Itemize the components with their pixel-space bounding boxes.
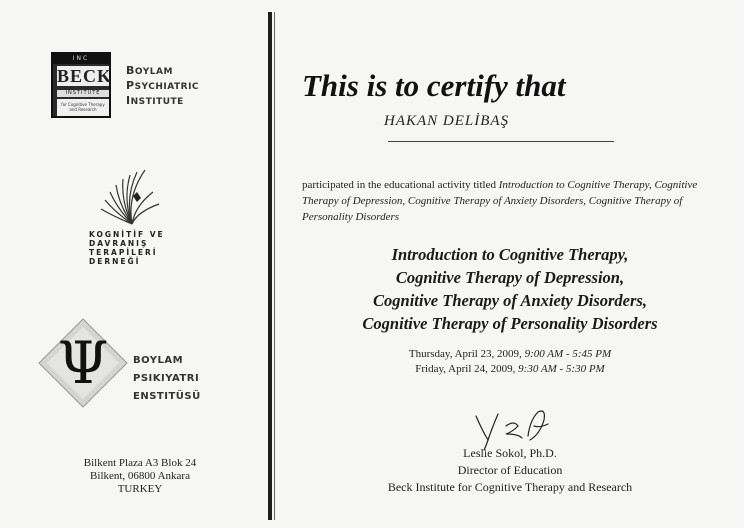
address-line: TURKEY: [117, 483, 163, 495]
course-title: Introduction to Cognitive Therapy,: [391, 245, 629, 264]
kognitif-line: TERAPİLERİ: [89, 248, 158, 257]
boylam-psikiyatri-line: ENSTITÜSÜ: [133, 391, 201, 402]
beck-institute-logo: [51, 52, 111, 118]
signer-block: [300, 445, 720, 496]
course-title: Cognitive Therapy of Anxiety Disorders,: [373, 291, 647, 310]
psi-symbol: Ψ: [57, 329, 109, 397]
course-title: Cognitive Therapy of Personality Disorders: [362, 314, 658, 333]
institute-address: [60, 457, 220, 496]
recipient-name: HAKAN DELİBAŞ: [384, 113, 510, 129]
boylam-psychiatric-line: INSTITUTE: [126, 94, 184, 107]
participation-statement: [302, 177, 722, 225]
session-time: 9:30 AM - 5:30 PM: [518, 363, 605, 375]
signer-title: Director of Education: [457, 463, 563, 477]
recipient-underline: [388, 141, 614, 142]
address-line: Bilkent Plaza A3 Blok 24: [83, 457, 197, 469]
signer-organization: Beck Institute for Cognitive Therapy and Research: [387, 480, 633, 494]
vertical-divider-thin: [274, 12, 275, 520]
beck-logo-bar: INSTITUTE: [57, 90, 109, 97]
beck-logo-top: INC: [53, 54, 109, 64]
boylam-psi-logo: [37, 317, 129, 409]
boylam-psychiatric-line: BOYLAM: [126, 64, 173, 77]
course-list: [300, 243, 720, 335]
session-date: [300, 347, 720, 362]
kognitif-line: DAVRANIŞ: [89, 239, 149, 248]
kognitif-association-logo: [97, 166, 167, 226]
certificate-heading: This is to certify that: [302, 68, 566, 103]
kognitif-association-name: [89, 230, 165, 266]
beck-logo-word: BECK: [57, 66, 113, 86]
session-date: [300, 362, 720, 377]
signer-name: Leslie Sokol, Ph.D.: [463, 446, 557, 460]
session-day: Thursday, April 23, 2009,: [408, 348, 525, 360]
participation-prefix: participated in the educational activity titled: [302, 179, 499, 191]
session-day: Friday, April 24, 2009,: [415, 363, 519, 375]
kognitif-line: KOGNİTİF VE: [89, 230, 165, 239]
boylam-psikiyatri-line: BOYLAM: [133, 355, 184, 366]
session-dates: [300, 347, 720, 377]
session-time: 9:00 AM - 5:45 PM: [524, 348, 612, 360]
vertical-divider: [268, 12, 272, 520]
boylam-psychiatric-line: PSYCHIATRIC: [126, 79, 200, 92]
beck-logo-subtitle: for Cognitive Therapy and Research: [57, 99, 109, 116]
course-title: Cognitive Therapy of Depression,: [395, 268, 625, 287]
participation-titles: Introduction to Cognitive Therapy, Cognitive Therapy of Depression, Cognitive Therapy of Anxiety Disorders, Cognitive Therapy of Personality Disorders: [302, 179, 698, 223]
boylam-psikiyatri-line: PSIKIYATRI: [133, 373, 200, 384]
boylam-psychiatric-institute-name: [126, 64, 199, 109]
boylam-psikiyatri-name: [133, 352, 201, 406]
address-line: Bilkent, 06800 Ankara: [90, 470, 190, 482]
kognitif-line: DERNEĞİ: [89, 257, 141, 266]
